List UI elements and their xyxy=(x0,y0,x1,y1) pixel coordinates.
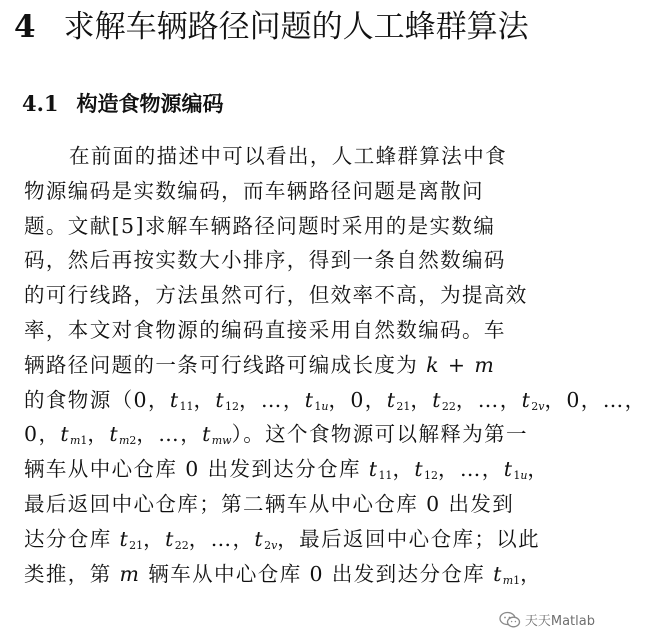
body-line-with-formula: 辆车从中心仓库 0 出发到达分仓库 $t_{11}$，$t_{12}$，…，$t_{1u}$， xyxy=(24,457,550,483)
body-line: 最后返回中心仓库；第二辆车从中心仓库 0 出发到 xyxy=(24,491,515,516)
chapter-heading xyxy=(14,8,599,46)
body-line: 的可行线路，方法虽然可行，但效率不高，为提高效 xyxy=(24,283,528,308)
body-line-with-formula: 达分仓库 $t_{21}$，$t_{22}$，…，$t_{2v}$，最后返回中心仓库；以此 xyxy=(24,526,541,552)
body-line: 物源编码是实数编码，而车辆路径问题是离散问 xyxy=(24,178,484,203)
body-line-with-formula: 类推，第 m 辆车从中心仓库 0 出发到达分仓库 $t_{m1}$， xyxy=(24,561,543,587)
section-title: 构造食物源编码 xyxy=(76,91,224,116)
body-paragraph xyxy=(24,139,647,591)
chapter-title: 求解车辆路径问题的人工蜂群算法 xyxy=(63,9,529,45)
wechat-icon xyxy=(499,611,521,629)
chapter-number: 4 xyxy=(14,9,36,45)
body-text: 辆车从中心仓库 0 出发到达分仓库 xyxy=(148,561,486,586)
watermark-text: 天天Matlab xyxy=(524,614,595,629)
body-line: 码，然后再按实数大小排序，得到一条自然数编码 xyxy=(24,248,506,273)
body-text: ）。这个食物源可以解释为第一 xyxy=(231,422,528,447)
body-text: 的食物源（ xyxy=(24,387,134,412)
body-line: 在前面的描述中可以看出，人工蜂群算法中食 xyxy=(69,144,507,168)
body-text: ，最后返回中心仓库；以此 xyxy=(277,526,541,551)
section-number: 4.1 xyxy=(22,91,59,116)
body-line-with-formula: 辆路径问题的一条可行线路可编成长度为 k + m xyxy=(24,352,496,377)
body-text: 达分仓库 xyxy=(24,526,112,551)
body-text: 类推，第 xyxy=(24,561,112,586)
body-text: 辆路径问题的一条可行线路可编成长度为 xyxy=(24,352,419,377)
body-line-with-formula: 0，$t_{m1}$，$t_{m2}$，…，$t_{mw}$）。这个食物源可以解释为第一 xyxy=(24,422,528,448)
body-line: 率，本文对食物源的编码直接采用自然数编码。车 xyxy=(24,317,506,342)
body-line-with-formula: 的食物源（0，$t_{11}$，$t_{12}$，…，$t_{1u}$，0，$t_{21}$，$t_{22}$，…，$t_{2v}$，0，…， xyxy=(24,387,647,413)
watermark xyxy=(495,609,599,630)
body-text: 辆车从中心仓库 0 出发到达分仓库 xyxy=(24,457,361,482)
section-heading xyxy=(22,90,582,118)
body-line: 题。文献[5]求解车辆路径问题时采用的是实数编 xyxy=(24,213,496,238)
